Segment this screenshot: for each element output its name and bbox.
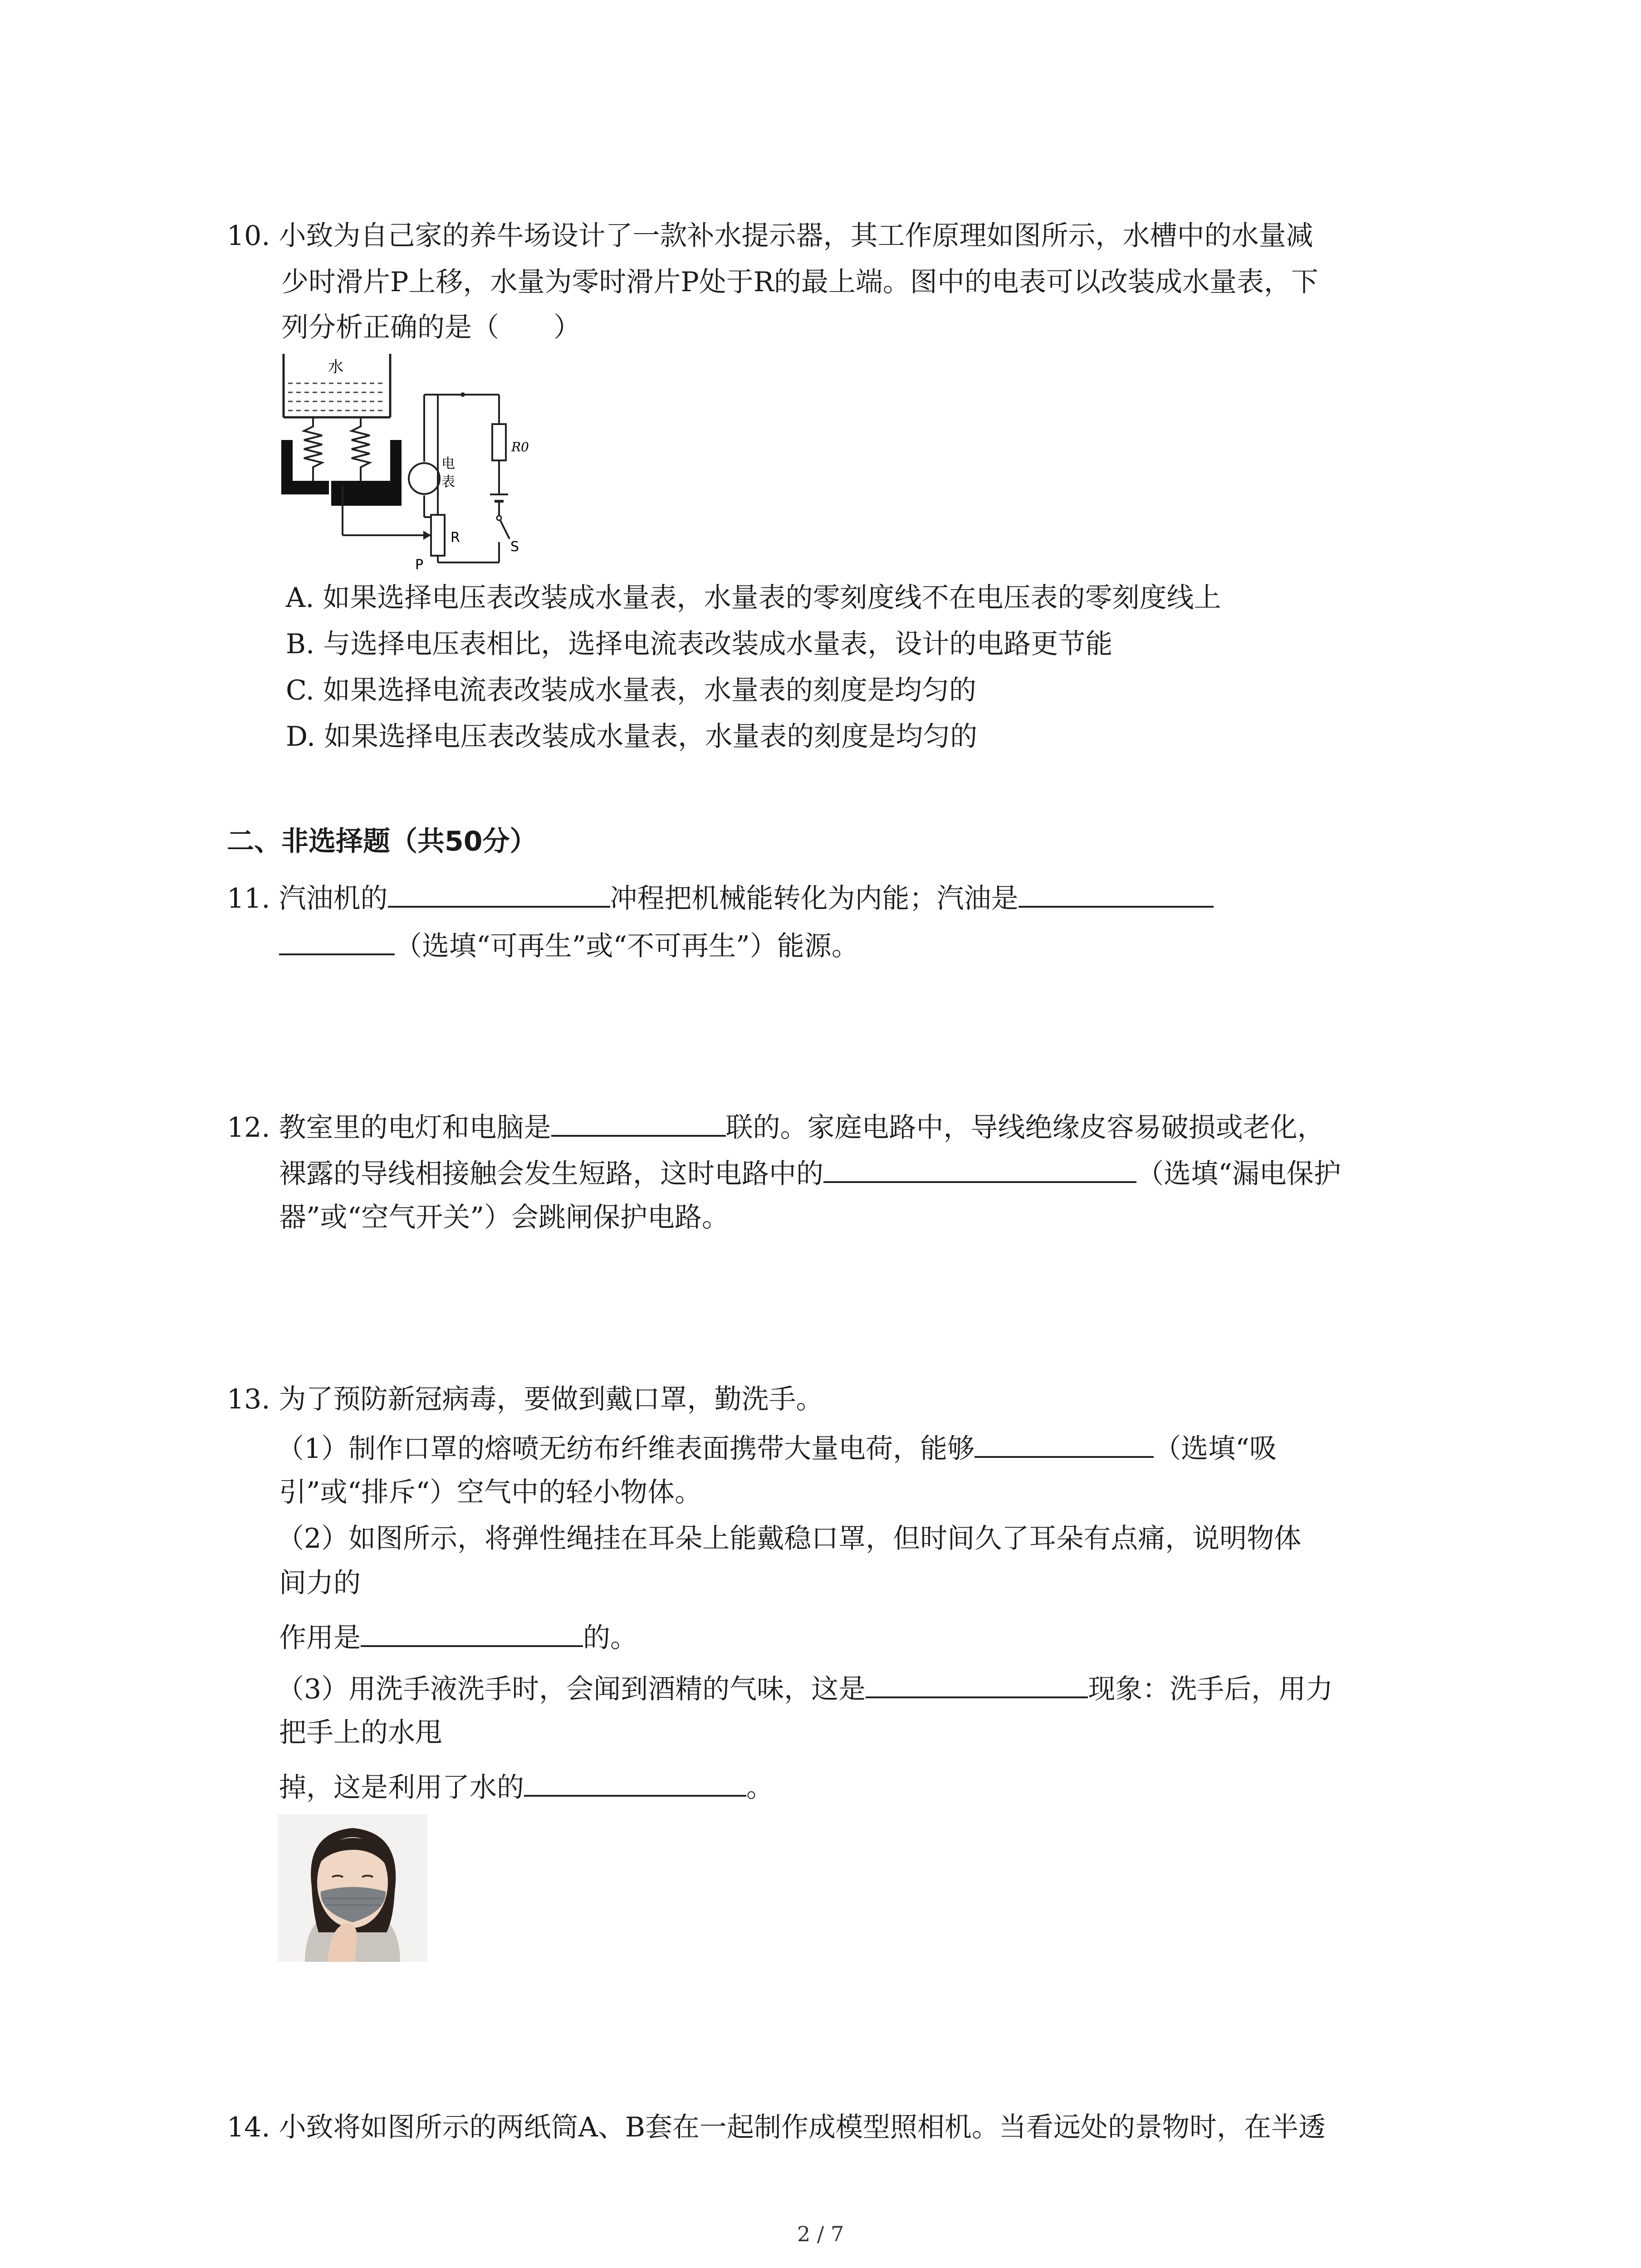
- q13-blank-3[interactable]: [866, 1668, 1088, 1698]
- q13-text-1b: （选填“吸: [1154, 1433, 1277, 1465]
- q10-line2: 少时滑片P上移，水量为零时滑片P处于R的最上端。图中的电表可以改装成水量表，下: [281, 266, 1318, 298]
- q12-text-b: 联的。家庭电路中，导线绝缘皮容易破损或老化，: [725, 1112, 1325, 1144]
- q11-line1: [227, 878, 1214, 917]
- q13-text-3b: 现象：洗手后，用力: [1088, 1673, 1333, 1705]
- q12-text-a: 12. 教室里的电灯和电脑是: [227, 1112, 551, 1144]
- q13-part2-line1: （2）如图所示，将弹性绳挂在耳朵上能戴稳口罩，但时间久了耳朵有点痛，说明物体: [277, 1523, 1302, 1554]
- section-heading: 二、非选择题（共50分）: [227, 826, 537, 857]
- q11-blank-2-cont[interactable]: [279, 925, 395, 955]
- page-number: 2 / 7: [797, 2222, 844, 2246]
- q13-text-3d: 掉，这是利用了水的: [279, 1772, 524, 1804]
- r0-label: R0: [511, 440, 529, 455]
- q13-part3-line1: [277, 1668, 1333, 1707]
- q12-line2: [279, 1153, 1341, 1192]
- q12-blank-1[interactable]: [551, 1107, 726, 1137]
- q13-text-3e: 。: [746, 1772, 774, 1804]
- q13-intro: 13. 为了预防新冠病毒，要做到戴口罩，勤洗手。: [227, 1383, 823, 1415]
- q11-blank-1[interactable]: [388, 878, 610, 908]
- p-label: P: [415, 557, 424, 573]
- q13-part1-line2: 引”或“排斥“）空气中的轻小物体。: [279, 1476, 702, 1508]
- q13-part3-line2: 把手上的水甩: [279, 1717, 442, 1749]
- q13-text-3a: （3）用洗手液洗手时，会闻到酒精的气味，这是: [277, 1673, 866, 1705]
- s-label: S: [510, 539, 519, 555]
- q13-part2-line3: [279, 1617, 637, 1656]
- q13-part1-line1: [277, 1428, 1277, 1467]
- q13-part2-line2: 间力的: [279, 1567, 361, 1599]
- q12-text-c: 裸露的导线相接触会发生短路，这时电路中的: [279, 1158, 823, 1190]
- q10-option-c: C. 如果选择电流表改装成水量表，水量表的刻度是均匀的: [286, 675, 976, 706]
- q13-text-2c: 作用是: [279, 1622, 361, 1654]
- q11-text-a: 11. 汽油机的: [227, 883, 388, 914]
- q10-option-a: A. 如果选择电压表改装成水量表，水量表的零刻度线不在电压表的零刻度线上: [286, 582, 1221, 614]
- q10-line1: 10. 小致为自己家的养牛场设计了一款补水提示器，其工作原理如图所示，水槽中的水量减: [227, 220, 1313, 252]
- q13-text-1a: （1）制作口罩的熔喷无纺布纤维表面携带大量电荷，能够: [277, 1433, 975, 1465]
- q10-option-b: B. 与选择电压表相比，选择电流表改装成水量表，设计的电路更节能: [286, 628, 1113, 660]
- q14-line1: 14. 小致将如图所示的两纸筒A、B套在一起制作成模型照相机。当看远处的景物时，在半透: [227, 2112, 1326, 2143]
- q11-line2: [279, 925, 859, 964]
- q13-blank-2[interactable]: [361, 1617, 583, 1647]
- q13-blank-4[interactable]: [524, 1767, 746, 1797]
- meter-label-2: 表: [441, 474, 455, 490]
- r-label: R: [451, 530, 460, 546]
- q12-line3: 器”或“空气开关”）会跳闸保护电路。: [279, 1202, 730, 1233]
- mask-photo: [278, 1814, 427, 1962]
- q12-blank-2[interactable]: [823, 1153, 1136, 1183]
- q11-text-b: 冲程把机械能转化为内能；汽油是: [610, 883, 1019, 914]
- q12-text-d: （选填“漏电保护: [1136, 1158, 1341, 1190]
- q13-text-2d: 的。: [583, 1622, 637, 1654]
- q13-part3-line3: [279, 1767, 774, 1806]
- q11-text-c: （选填“可再生”或“不可再生”）能源。: [395, 930, 859, 962]
- q10-option-d: D. 如果选择电压表改装成水量表，水量表的刻度是均匀的: [286, 721, 978, 753]
- circuit-diagram: [279, 349, 551, 576]
- water-label: 水: [328, 358, 343, 376]
- meter-label-1: 电: [441, 456, 455, 472]
- q11-blank-2[interactable]: [1019, 878, 1214, 908]
- q10-line3: 列分析正确的是（ ）: [281, 312, 581, 343]
- q13-blank-1[interactable]: [975, 1428, 1154, 1458]
- q12-line1: [227, 1107, 1325, 1146]
